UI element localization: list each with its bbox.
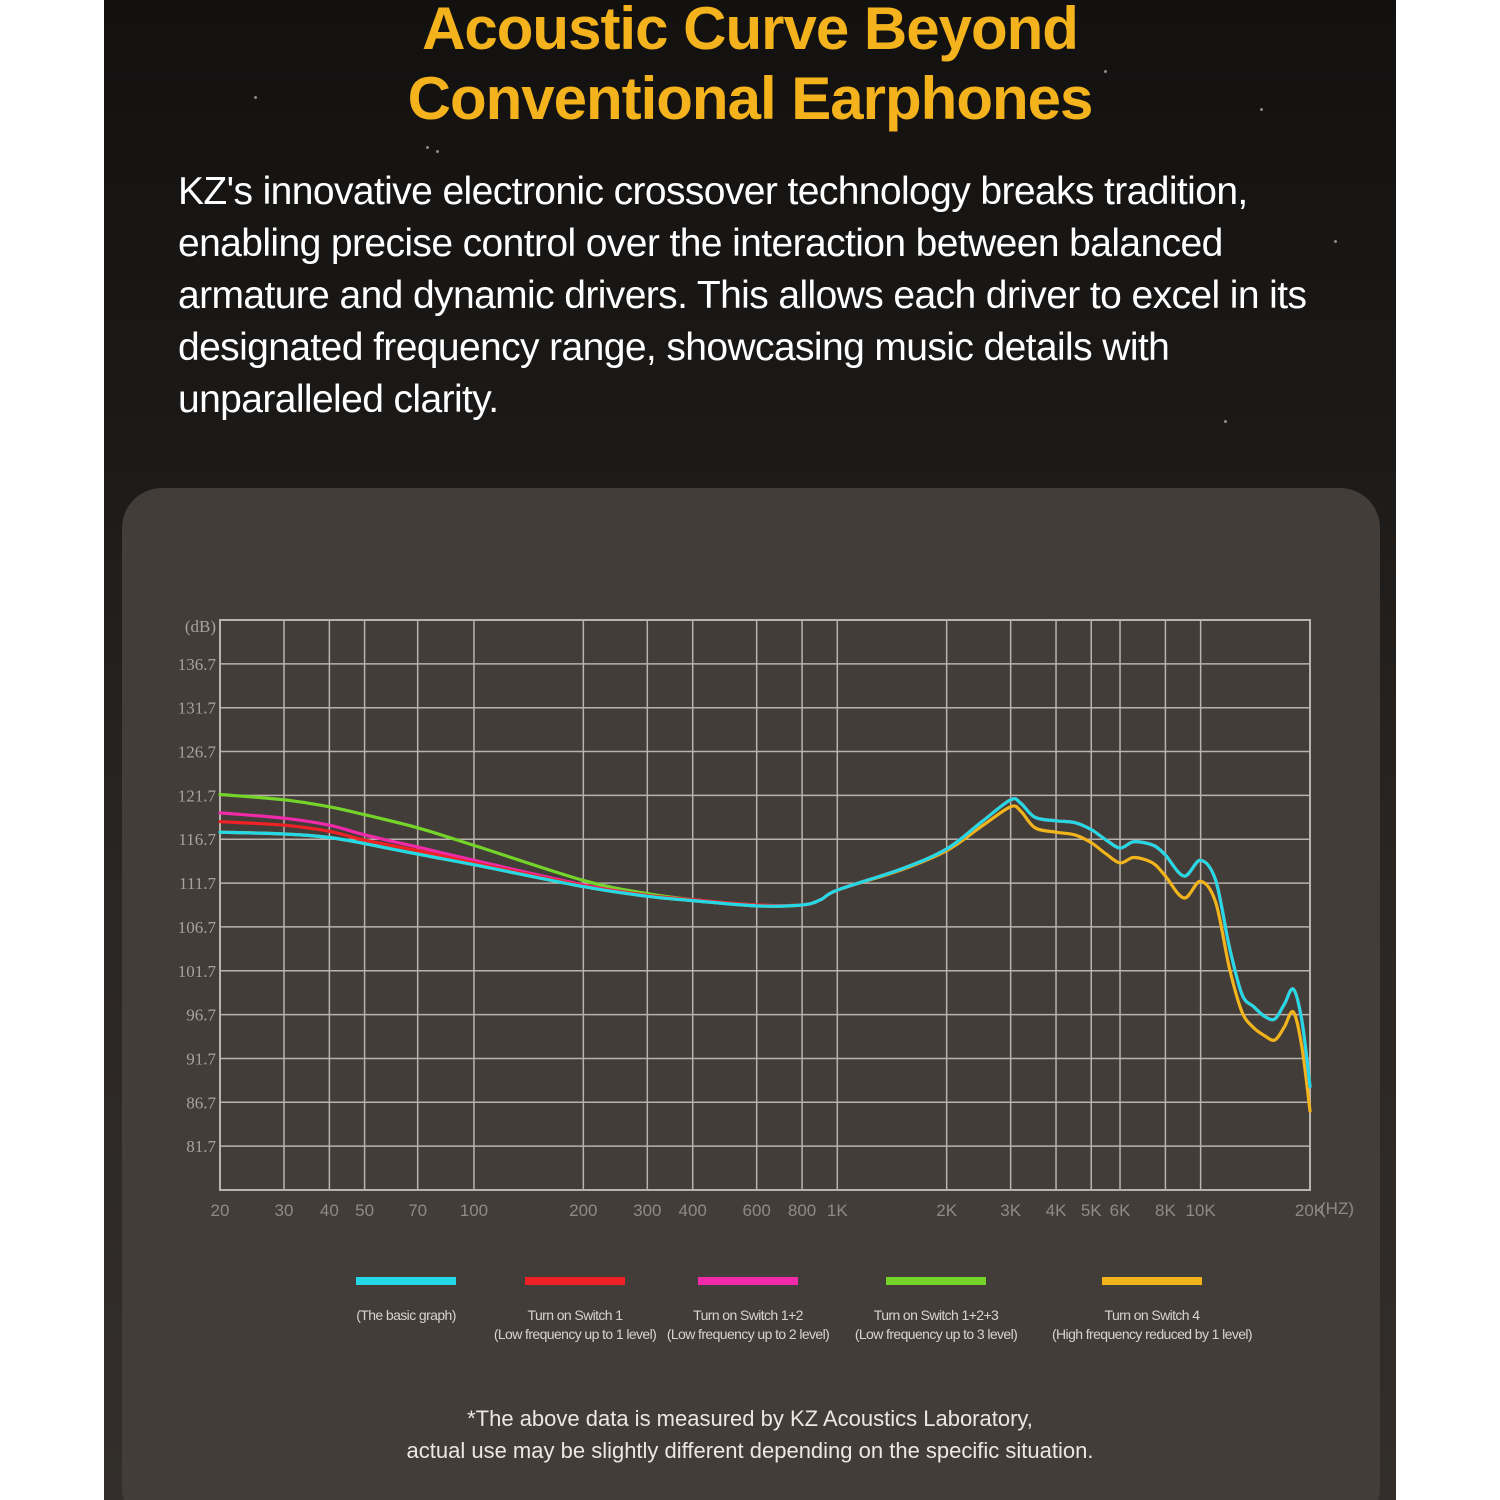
y-tick-label: 96.7	[186, 1005, 216, 1025]
x-tick-label: 800	[787, 1201, 817, 1220]
x-tick-label: 10K	[1185, 1201, 1216, 1220]
footnote-line1: *The above data is measured by KZ Acoustics Laboratory,	[467, 1406, 1033, 1431]
legend-swatch	[886, 1277, 986, 1285]
legend-swatch	[356, 1277, 456, 1285]
x-tick-label: 4K	[1045, 1201, 1067, 1220]
y-tick-label: 136.7	[177, 654, 216, 674]
legend-label	[1042, 1306, 1262, 1344]
x-tick-label: 5K	[1080, 1201, 1102, 1220]
y-tick-label: 126.7	[177, 742, 216, 762]
x-tick-label: 50	[355, 1201, 375, 1220]
x-tick-label: 30	[274, 1201, 294, 1220]
legend-label-line2: (Low frequency up to 3 level)	[854, 1326, 1018, 1342]
x-tick-label: 400	[678, 1201, 707, 1220]
legend-label	[638, 1306, 858, 1344]
x-tick-label: 8K	[1155, 1201, 1176, 1220]
y-tick-label: 81.7	[186, 1137, 216, 1157]
y-axis-label: (dB)	[184, 617, 216, 636]
x-axis-label: (HZ)	[1320, 1199, 1354, 1218]
legend-swatch	[525, 1277, 625, 1285]
x-tick-label: 200	[569, 1201, 598, 1220]
y-tick-label: 86.7	[186, 1093, 216, 1113]
intro-paragraph: KZ's innovative electronic crossover technology breaks tradition, enabling precise control over the interaction between balanced armature and dynamic drivers. This allows each driver to excel in its designated frequency range, showcasing music details with unparalleled clarity.	[178, 170, 1307, 421]
legend-label-line1: (The basic graph)	[356, 1307, 456, 1323]
legend-label-line2: (High frequency reduced by 1 level)	[1051, 1326, 1252, 1342]
legend-label-line2: (Low frequency up to 2 level)	[666, 1326, 830, 1342]
x-tick-label: 300	[633, 1201, 662, 1220]
legend-swatch	[1102, 1277, 1202, 1285]
page-title-line1: Acoustic Curve Beyond	[422, 0, 1078, 62]
series-line-5	[220, 806, 1310, 1111]
legend-label	[826, 1306, 1046, 1344]
x-tick-label: 20K	[1294, 1201, 1326, 1220]
y-tick-label: 121.7	[177, 786, 216, 806]
legend-swatch	[698, 1277, 798, 1285]
x-tick-label: 20	[210, 1201, 230, 1220]
y-tick-label: 111.7	[179, 874, 216, 894]
y-tick-label: 116.7	[178, 830, 216, 850]
footnote	[104, 1403, 1396, 1467]
y-tick-label: 91.7	[186, 1049, 216, 1069]
footnote-line2: actual use may be slightly different depending on the specific situation.	[406, 1438, 1094, 1463]
y-tick-label: 106.7	[177, 917, 216, 937]
legend-label-line1: Turn on Switch 1+2	[693, 1307, 803, 1323]
x-tick-label: 70	[408, 1201, 428, 1220]
x-tick-label: 6K	[1109, 1201, 1131, 1220]
y-tick-label: 101.7	[177, 961, 216, 981]
product-banner	[104, 0, 1396, 1500]
x-tick-label: 600	[742, 1201, 771, 1220]
x-tick-label: 100	[459, 1201, 489, 1220]
x-tick-label: 2K	[936, 1201, 958, 1220]
x-tick-label: 40	[319, 1201, 339, 1220]
x-tick-label: 3K	[1000, 1201, 1022, 1220]
page-title-line2: Conventional Earphones	[407, 65, 1093, 132]
legend-label-line2: (Low frequency up to 1 level)	[493, 1326, 657, 1342]
x-tick-label: 1K	[826, 1201, 848, 1220]
y-tick-label: 131.7	[177, 698, 216, 718]
legend-label-line1: Turn on Switch 1	[527, 1307, 623, 1323]
legend-label-line1: Turn on Switch 4	[1104, 1307, 1200, 1323]
legend-label-line1: Turn on Switch 1+2+3	[873, 1307, 999, 1323]
frequency-response-chart	[104, 0, 1396, 1500]
series-line-1	[220, 799, 1310, 1087]
